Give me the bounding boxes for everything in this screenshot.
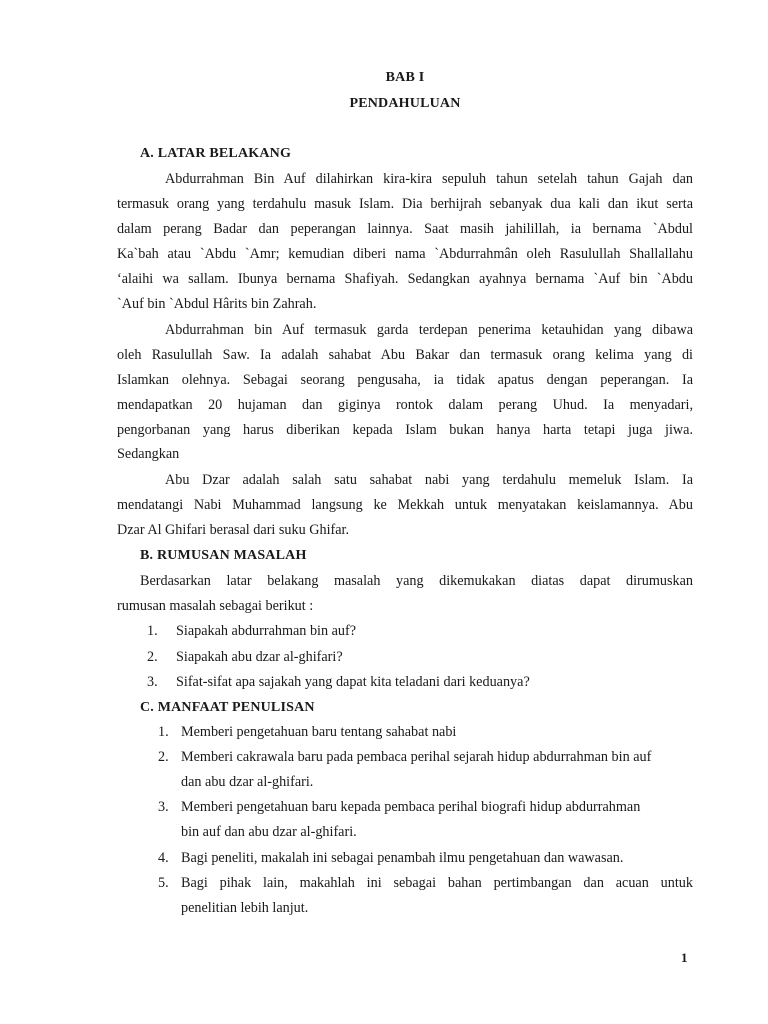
list-text-continuation: penelitian lebih lanjut. (181, 900, 309, 916)
paragraph-line: Islamkan olehnya. Sebagai seorang pengusaha, ia tidak apatus dengan peperangan. Ia (117, 372, 693, 388)
list-text-continuation: bin auf dan abu dzar al-ghifari. (181, 824, 357, 840)
chapter-title: BAB I (385, 70, 425, 85)
paragraph-line: Abdurrahman Bin Auf dilahirkan kira-kira sepuluh tahun setelah tahun Gajah dan (165, 171, 693, 187)
list-text: Siapakah abdurrahman bin auf? (176, 623, 357, 639)
paragraph-line: Abdurrahman bin Auf termasuk garda terdepan penerima ketauhidan yang dibawa (165, 322, 693, 338)
paragraph-line: Abu Dzar adalah salah satu sahabat nabi yang terdahulu memeluk Islam. Ia (165, 472, 693, 488)
list-text: Memberi pengetahuan baru kepada pembaca perihal biografi hidup abdurrahman (181, 799, 641, 815)
paragraph-line: rumusan masalah sebagai berikut : (117, 598, 314, 614)
list-number: 3. (147, 674, 158, 690)
list-number: 1. (147, 623, 158, 639)
paragraph-line: mendapatkan 20 hujaman dan giginya rontok dalam perang Uhud. Ia menyadari, (117, 397, 693, 413)
paragraph-line: pengorbanan yang harus diberikan kepada Islam bukan hanya harta tetapi juga jiwa. (117, 422, 693, 438)
list-text: Memberi pengetahuan baru tentang sahabat nabi (181, 724, 457, 740)
list-number: 4. (158, 850, 169, 866)
paragraph-line: ‘alaihi wa sallam. Ibunya bernama Shafiyah. Sedangkan ayahnya bernama `Auf bin `Abdu (117, 271, 693, 287)
list-text: Memberi cakrawala baru pada pembaca perihal sejarah hidup abdurrahman bin auf (181, 749, 652, 765)
list-text: Siapakah abu dzar al-ghifari? (176, 649, 343, 665)
list-number: 2. (158, 749, 169, 765)
section-a-heading: A. LATAR BELAKANG (140, 146, 292, 161)
paragraph-line: Dzar Al Ghifari berasal dari suku Ghifar. (117, 522, 350, 538)
paragraph-line: Ka`bah atau `Abdu `Amr; kemudian diberi nama `Abdurrahmân oleh Rasulullah Shallallahu (117, 246, 693, 262)
section-b-heading: B. RUMUSAN MASALAH (140, 548, 307, 563)
list-number: 3. (158, 799, 169, 815)
list-text: Bagi pihak lain, makahlah ini sebagai bahan pertimbangan dan acuan untuk (181, 875, 693, 891)
paragraph-line: oleh Rasulullah Saw. Ia adalah sahabat Abu Bakar dan termasuk orang kelima yang di (117, 347, 693, 363)
paragraph-line: mendatangi Nabi Muhammad langsung ke Mekkah untuk menyatakan keislamannya. Abu (117, 497, 693, 513)
paragraph-line: Berdasarkan latar belakang masalah yang dikemukakan diatas dapat dirumuskan (140, 573, 693, 589)
paragraph-line: dalam perang Badar dan peperangan lainnya. Saat masih jahilillah, ia bernama `Abdul (117, 221, 693, 237)
paragraph-line: Sedangkan (117, 446, 180, 462)
list-number: 2. (147, 649, 158, 665)
page-number: 1 (681, 950, 688, 965)
paragraph-line: `Auf bin `Abdul Hârits bin Zahrah. (117, 296, 317, 312)
list-text: Sifat-sifat apa sajakah yang dapat kita teladani dari keduanya? (176, 674, 530, 690)
chapter-subtitle: PENDAHULUAN (349, 96, 461, 111)
list-number: 1. (158, 724, 169, 740)
list-text: Bagi peneliti, makalah ini sebagai penambah ilmu pengetahuan dan wawasan. (181, 850, 624, 866)
section-c-heading: C. MANFAAT PENULISAN (140, 700, 315, 715)
list-text-continuation: dan abu dzar al-ghifari. (181, 774, 314, 790)
paragraph-line: termasuk orang yang terdahulu masuk Islam. Dia berhijrah sebanyak dua kali dan ikut serta (117, 196, 693, 212)
list-number: 5. (158, 875, 169, 891)
